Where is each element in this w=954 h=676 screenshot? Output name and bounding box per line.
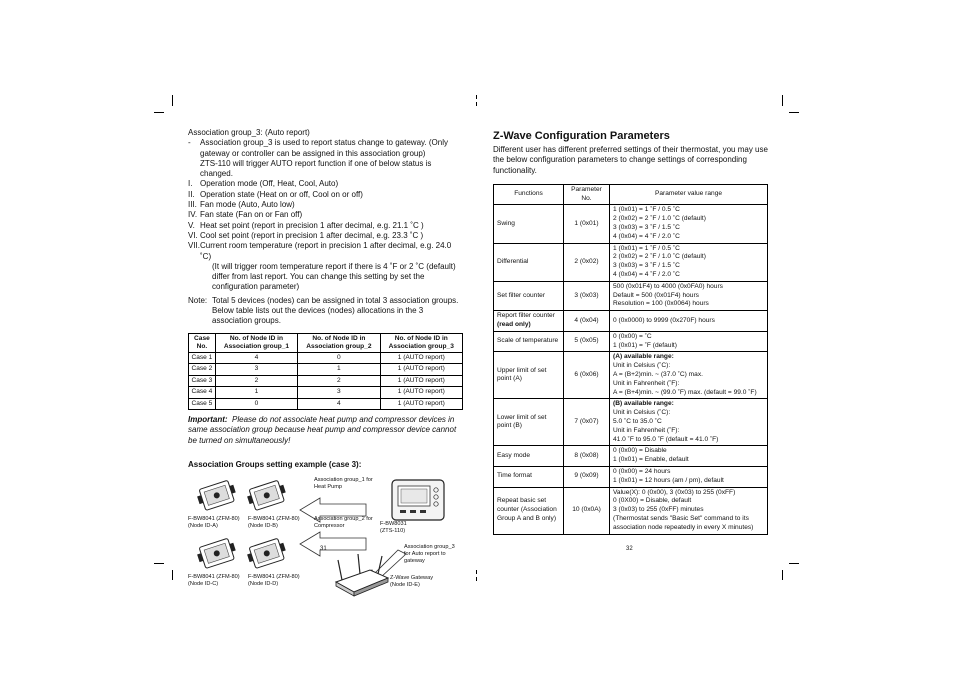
- value-line: 1 (0x01) = 1 ˚F / 0.5 ˚C: [613, 206, 680, 214]
- thermostat-label: F-BW8031 (ZTS-110): [380, 521, 407, 534]
- table-cell: 2: [298, 375, 380, 387]
- value-line: (B) available range:: [613, 400, 674, 408]
- gateway-router-icon: [336, 554, 388, 596]
- crop-mark: [789, 563, 799, 564]
- crop-mark: [782, 95, 783, 106]
- param-cell: 2 (0x02): [564, 243, 610, 281]
- note: [188, 296, 463, 327]
- important-text: Please do not associate heat pump and compressor devices in same association group because heat pump and compressor device cannot be turned on simultaneously!: [188, 415, 457, 445]
- value-line: Unit in Fahrenheit (˚F):: [613, 426, 680, 434]
- group1-label: Association group_1 for Heat Pump: [314, 477, 373, 490]
- table-cell: 1 (AUTO report): [380, 398, 462, 410]
- table-row: [189, 352, 463, 364]
- table-row: [494, 311, 768, 332]
- value-line: (Thermostat sends "Basic Set" command to its association node repeatedly in every X minutes): [613, 514, 754, 531]
- switch-device-icon: [245, 537, 288, 570]
- value-cell: [610, 352, 768, 399]
- crop-mark: [476, 95, 477, 99]
- crop-mark: [154, 563, 164, 564]
- value-line: 4 (0x04) = 4 ˚F / 2.0 ˚C: [613, 271, 680, 279]
- list-item: [188, 231, 463, 241]
- value-line: 500 (0x01F4) to 4000 (0x0FA0) hours: [613, 282, 723, 290]
- crop-mark: [172, 95, 173, 106]
- table-cell: 2: [215, 375, 297, 387]
- list-item-extra: (It will trigger room temperature report if there is 4 ˚F or 2 ˚C (default) differ from last report. You can change this setting by set the configuration parameter): [212, 261, 456, 292]
- crop-mark: [476, 577, 477, 581]
- list-text: Current room temperature (report in precision 1 after decimal, e.g. 24.0 ˚C): [200, 241, 452, 261]
- value-line: 3 (0x03) to 255 (0xFF) minutes: [613, 506, 704, 514]
- function-cell: Set filter counter: [494, 281, 564, 310]
- function-extra: (read only): [497, 321, 531, 329]
- table-cell: 1: [298, 364, 380, 376]
- important-notice: [188, 415, 463, 446]
- value-line: Unit in Celsius (˚C):: [613, 409, 671, 417]
- function-cell: Time format: [494, 467, 564, 488]
- value-line: Unit in Celsius (˚C):: [613, 362, 671, 370]
- value-cell: [610, 467, 768, 488]
- table-cell: 1 (AUTO report): [380, 352, 462, 364]
- value-line: 0 (0X00) = Disable, default: [613, 497, 692, 505]
- bullet-text-2: ZTS-110 will trigger AUTO report function if one of below status is changed.: [200, 158, 432, 179]
- table-row: [494, 467, 768, 488]
- note-label: Note:: [188, 295, 208, 305]
- value-line: 1 (0x01) = 1 ˚F / 0.5 ˚C: [613, 244, 680, 252]
- table-row: [189, 398, 463, 410]
- table-row: [494, 352, 768, 399]
- function-cell: Differential: [494, 243, 564, 281]
- column-header: No. of Node ID in Association group_2: [298, 333, 380, 352]
- device-a-label: F-BW8041 (ZFM-80) (Node ID-A): [188, 516, 240, 529]
- value-line: 3 (0x03) = 3 ˚F / 1.5 ˚C: [613, 224, 680, 232]
- intro-text: Different user has different preferred settings of their thermostat, you may use the below configuration parameters to change settings of corresponding functionality.: [493, 145, 768, 175]
- list-item: [188, 190, 463, 200]
- page-title: Z-Wave Configuration Parameters: [493, 130, 670, 142]
- table-row: [494, 281, 768, 310]
- list-num: VII.: [188, 241, 201, 251]
- list-num: III.: [188, 200, 197, 210]
- param-cell: 8 (0x08): [564, 446, 610, 467]
- value-line: 1 (0x01) = 12 hours (am / pm), default: [613, 476, 724, 484]
- value-line: 1 (0x01) = Enable, default: [613, 456, 689, 464]
- association-diagram: [188, 474, 463, 599]
- arrow-left-icon: [300, 532, 366, 556]
- value-line: Value(X): 0 (0x00), 3 (0x03) to 255 (0xFF): [613, 488, 736, 496]
- table-cell: 0: [215, 398, 297, 410]
- function-text: Report filter counter: [497, 312, 555, 320]
- crop-mark: [782, 570, 783, 580]
- value-cell: [610, 446, 768, 467]
- value-line: 1 (0x01) = ˚F (default): [613, 341, 677, 349]
- table-cell: 3: [298, 387, 380, 399]
- list-num: IV.: [188, 210, 198, 220]
- crop-mark: [476, 570, 477, 574]
- function-cell: Repeat basic set counter (Association Group A and B only): [494, 487, 564, 534]
- value-line: Unit in Fahrenheit (˚F):: [613, 379, 680, 387]
- table-cell: Case 4: [189, 387, 216, 399]
- list-item: [188, 179, 463, 189]
- table-cell: 4: [215, 352, 297, 364]
- example-title: Association Groups setting example (case 3):: [188, 460, 362, 470]
- device-c-label: F-BW8041 (ZFM-80) (Node ID-C): [188, 574, 240, 587]
- list-text: Cool set point (report in precision 1 after decimal, e.g. 23.3 ˚C ): [200, 230, 424, 240]
- gateway-label: Z-Wave Gateway (Node ID-E): [390, 575, 433, 588]
- value-cell: [610, 487, 768, 534]
- table-cell: 1: [215, 387, 297, 399]
- list-item: [188, 200, 463, 210]
- right-page: [493, 130, 768, 535]
- crop-mark: [172, 570, 173, 580]
- value-line: 2 (0x02) = 2 ˚F / 1.0 ˚C (default): [613, 253, 706, 261]
- column-header: Functions: [494, 184, 564, 205]
- table-row: [494, 205, 768, 243]
- switch-device-icon: [245, 479, 288, 512]
- list-text: Operation state (Heat on or off, Cool on or off): [200, 189, 363, 199]
- table-cell: Case 5: [189, 398, 216, 410]
- function-cell: Easy mode: [494, 446, 564, 467]
- column-header: Case No.: [189, 333, 216, 352]
- table-row: [189, 364, 463, 376]
- function-cell: [494, 311, 564, 332]
- bullet-marker: -: [188, 138, 191, 148]
- section-heading: Association group_3: (Auto report): [188, 128, 310, 137]
- table-row: [494, 243, 768, 281]
- note-text: Total 5 devices (nodes) can be assigned in total 3 association groups. Below table lists out the devices (nodes) allocations in the 3 association groups.: [212, 295, 459, 326]
- table-cell: 0: [298, 352, 380, 364]
- table-row: [494, 446, 768, 467]
- param-cell: 1 (0x01): [564, 205, 610, 243]
- config-parameters-table: [493, 184, 768, 535]
- value-line: A = (B+4)min. ~ (99.0 ˚F) max. (default = 99.0 ˚F): [613, 388, 757, 396]
- value-cell: [610, 311, 768, 332]
- value-line: 3 (0x03) = 3 ˚F / 1.5 ˚C: [613, 262, 680, 270]
- column-header: Parameter value range: [610, 184, 768, 205]
- list-num: V.: [188, 220, 195, 230]
- value-line: Resolution = 100 (0x0064) hours: [613, 300, 709, 308]
- table-header-row: [189, 333, 463, 352]
- value-line: 0 (0x0000) to 9999 (0x270F) hours: [613, 316, 715, 324]
- device-b-label: F-BW8041 (ZFM-80) (Node ID-B): [248, 516, 300, 529]
- table-header-row: [494, 184, 768, 205]
- param-cell: 3 (0x03): [564, 281, 610, 310]
- function-cell: Lower limit of set point (B): [494, 399, 564, 446]
- bullet-text: Association group_3 is used to report status change to gateway. (Only gateway or controller can be assigned in this association group): [200, 138, 448, 158]
- value-cell: [610, 205, 768, 243]
- param-cell: 10 (0x0A): [564, 487, 610, 534]
- list-item: [188, 210, 463, 220]
- group3-label: Association group_3 for Auto report to gateway: [404, 544, 455, 564]
- table-cell: 1 (AUTO report): [380, 387, 462, 399]
- table-row: [189, 387, 463, 399]
- value-line: (A) available range:: [613, 353, 674, 361]
- list-text: Operation mode (Off, Heat, Cool, Auto): [200, 179, 339, 189]
- table-row: [494, 331, 768, 352]
- list-num: I.: [188, 179, 193, 189]
- table-cell: 4: [298, 398, 380, 410]
- function-cell: Upper limit of set point (A): [494, 352, 564, 399]
- value-line: 4 (0x04) = 4 ˚F / 2.0 ˚C: [613, 232, 680, 240]
- table-cell: 1 (AUTO report): [380, 375, 462, 387]
- value-line: A = (B+2)min. ~ (37.0 ˚C) max.: [613, 371, 703, 379]
- list-text: Fan state (Fan on or Fan off): [200, 210, 303, 220]
- table-cell: Case 2: [189, 364, 216, 376]
- column-header: No. of Node ID in Association group_1: [215, 333, 297, 352]
- table-row: [494, 399, 768, 446]
- list-item: [188, 241, 463, 292]
- table-row: [494, 487, 768, 534]
- param-cell: 6 (0x06): [564, 352, 610, 399]
- table-cell: 3: [215, 364, 297, 376]
- important-label: Important:: [188, 415, 228, 425]
- thermostat-icon: [392, 480, 444, 520]
- value-line: 2 (0x02) = 2 ˚F / 1.0 ˚C (default): [613, 215, 706, 223]
- value-cell: [610, 281, 768, 310]
- table-cell: Case 1: [189, 352, 216, 364]
- table-cell: Case 3: [189, 375, 216, 387]
- crop-mark: [154, 112, 164, 113]
- switch-device-icon: [195, 479, 238, 512]
- crop-mark: [789, 112, 799, 113]
- param-cell: 9 (0x09): [564, 467, 610, 488]
- column-header: No. of Node ID in Association group_3: [380, 333, 462, 352]
- device-d-label: F-BW8041 (ZFM-80) (Node ID-D): [248, 574, 300, 587]
- value-line: 0 (0x00) = ˚C: [613, 332, 652, 340]
- table-row: [189, 375, 463, 387]
- value-line: 41.0 ˚F to 95.0 ˚F (default = 41.0 ˚F): [613, 435, 719, 443]
- list-num: II.: [188, 189, 195, 199]
- status-list: [188, 179, 463, 292]
- list-item: [188, 221, 463, 231]
- crop-mark: [476, 102, 477, 106]
- value-line: Default = 500 (0x01F4) hours: [613, 291, 699, 299]
- value-cell: [610, 243, 768, 281]
- column-header: Parameter No.: [564, 184, 610, 205]
- switch-device-icon: [195, 537, 238, 570]
- param-cell: 5 (0x05): [564, 331, 610, 352]
- page-number: 32: [626, 546, 633, 552]
- association-table: [188, 333, 463, 411]
- list-text: Fan mode (Auto, Auto low): [200, 200, 295, 210]
- function-cell: Scale of temperature: [494, 331, 564, 352]
- value-line: 0 (0x00) = 24 hours: [613, 468, 671, 475]
- bullet-item: [188, 138, 463, 179]
- group2-label: Association group_2 for Compressor: [314, 516, 373, 529]
- param-cell: 7 (0x07): [564, 399, 610, 446]
- value-line: 0 (0x00) = Disable: [613, 447, 667, 455]
- value-cell: [610, 331, 768, 352]
- table-cell: 1 (AUTO report): [380, 364, 462, 376]
- list-num: VI.: [188, 230, 198, 240]
- param-cell: 4 (0x04): [564, 311, 610, 332]
- function-cell: Swing: [494, 205, 564, 243]
- value-cell: [610, 399, 768, 446]
- page-number: 31: [320, 546, 327, 552]
- left-page: [188, 128, 463, 599]
- value-line: 5.0 ˚C to 35.0 ˚C: [613, 418, 662, 426]
- list-text: Heat set point (report in precision 1 after decimal, e.g. 21.1 ˚C ): [200, 220, 424, 230]
